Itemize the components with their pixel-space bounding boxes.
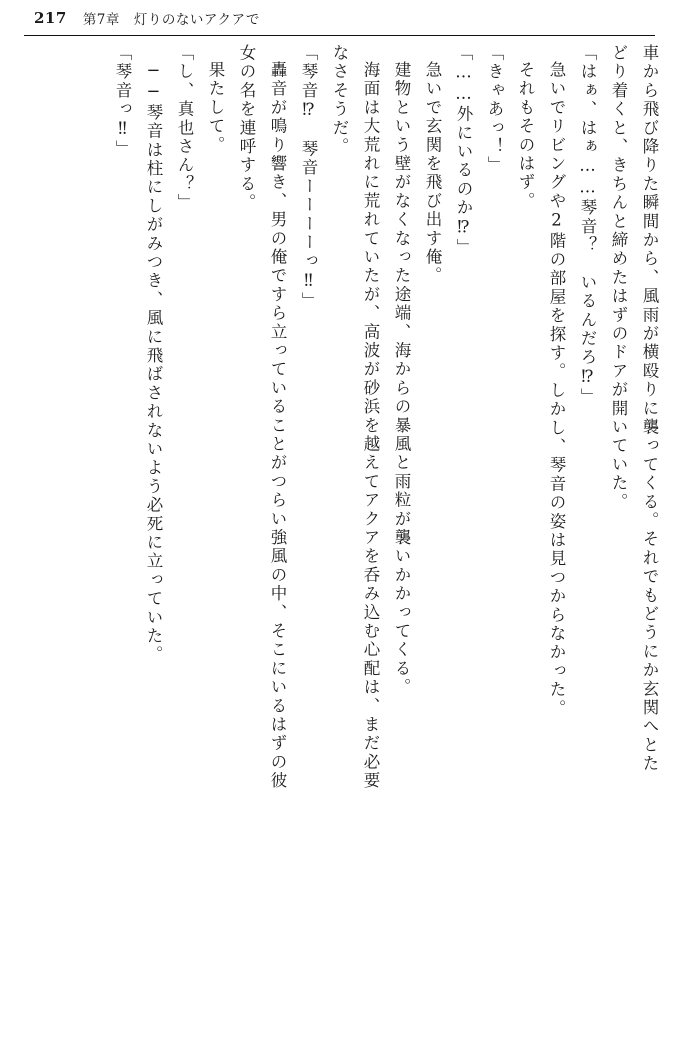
text-column: 「琴音っ‼」 (113, 44, 132, 159)
page-header (0, 0, 679, 36)
text-column: 「琴音⁉ 琴音ーーーーっ‼」 (299, 44, 318, 311)
text-column: 「し、真也さん？」 (175, 44, 194, 213)
vertical-text-body (22, 44, 657, 1034)
text-column: 急いで玄関を飛び出す俺。 (423, 61, 442, 286)
text-column: 果たして。 (206, 61, 225, 155)
text-column: 轟音が鳴り響き、男の俺ですら立っていることがつらい強風の中、そこにいるはずの彼 (268, 61, 287, 791)
header-divider (24, 35, 655, 36)
text-column: 「はぁ、はぁ……琴音？ いるんだろ⁉」 (578, 44, 597, 407)
text-column: 急いでリビングや2階の部屋を探す。しかし、琴音の姿は見つからなかった。 (547, 61, 566, 718)
text-column: 女の名を連呼する。 (237, 44, 256, 213)
text-column: ──琴音は柱にしがみつき、風に飛ばされないよう必死に立っていた。 (144, 61, 163, 665)
text-column: 車から飛び降りた瞬間から、風雨が横殴りに襲ってくる。それでもどうにか玄関へとた (640, 44, 659, 774)
text-column: 「きゃあっ！」 (485, 44, 504, 175)
text-column: 「……外にいるのか⁉」 (454, 44, 473, 258)
text-column: なさそうだ。 (330, 44, 349, 157)
chapter-title: 第7章 灯りのないアクアで (82, 12, 260, 28)
text-column: どり着くと、きちんと締めたはずのドアが開いていた。 (609, 44, 628, 512)
text-column: それもそのはず。 (516, 61, 535, 211)
page-number: 217 (34, 9, 67, 27)
text-column: 建物という壁がなくなった途端、海からの暴風と雨粒が襲いかかってくる。 (392, 61, 411, 697)
text-column: 海面は大荒れに荒れていたが、高波が砂浜を越えてアクアを呑み込む心配は、まだ必要 (361, 61, 380, 791)
